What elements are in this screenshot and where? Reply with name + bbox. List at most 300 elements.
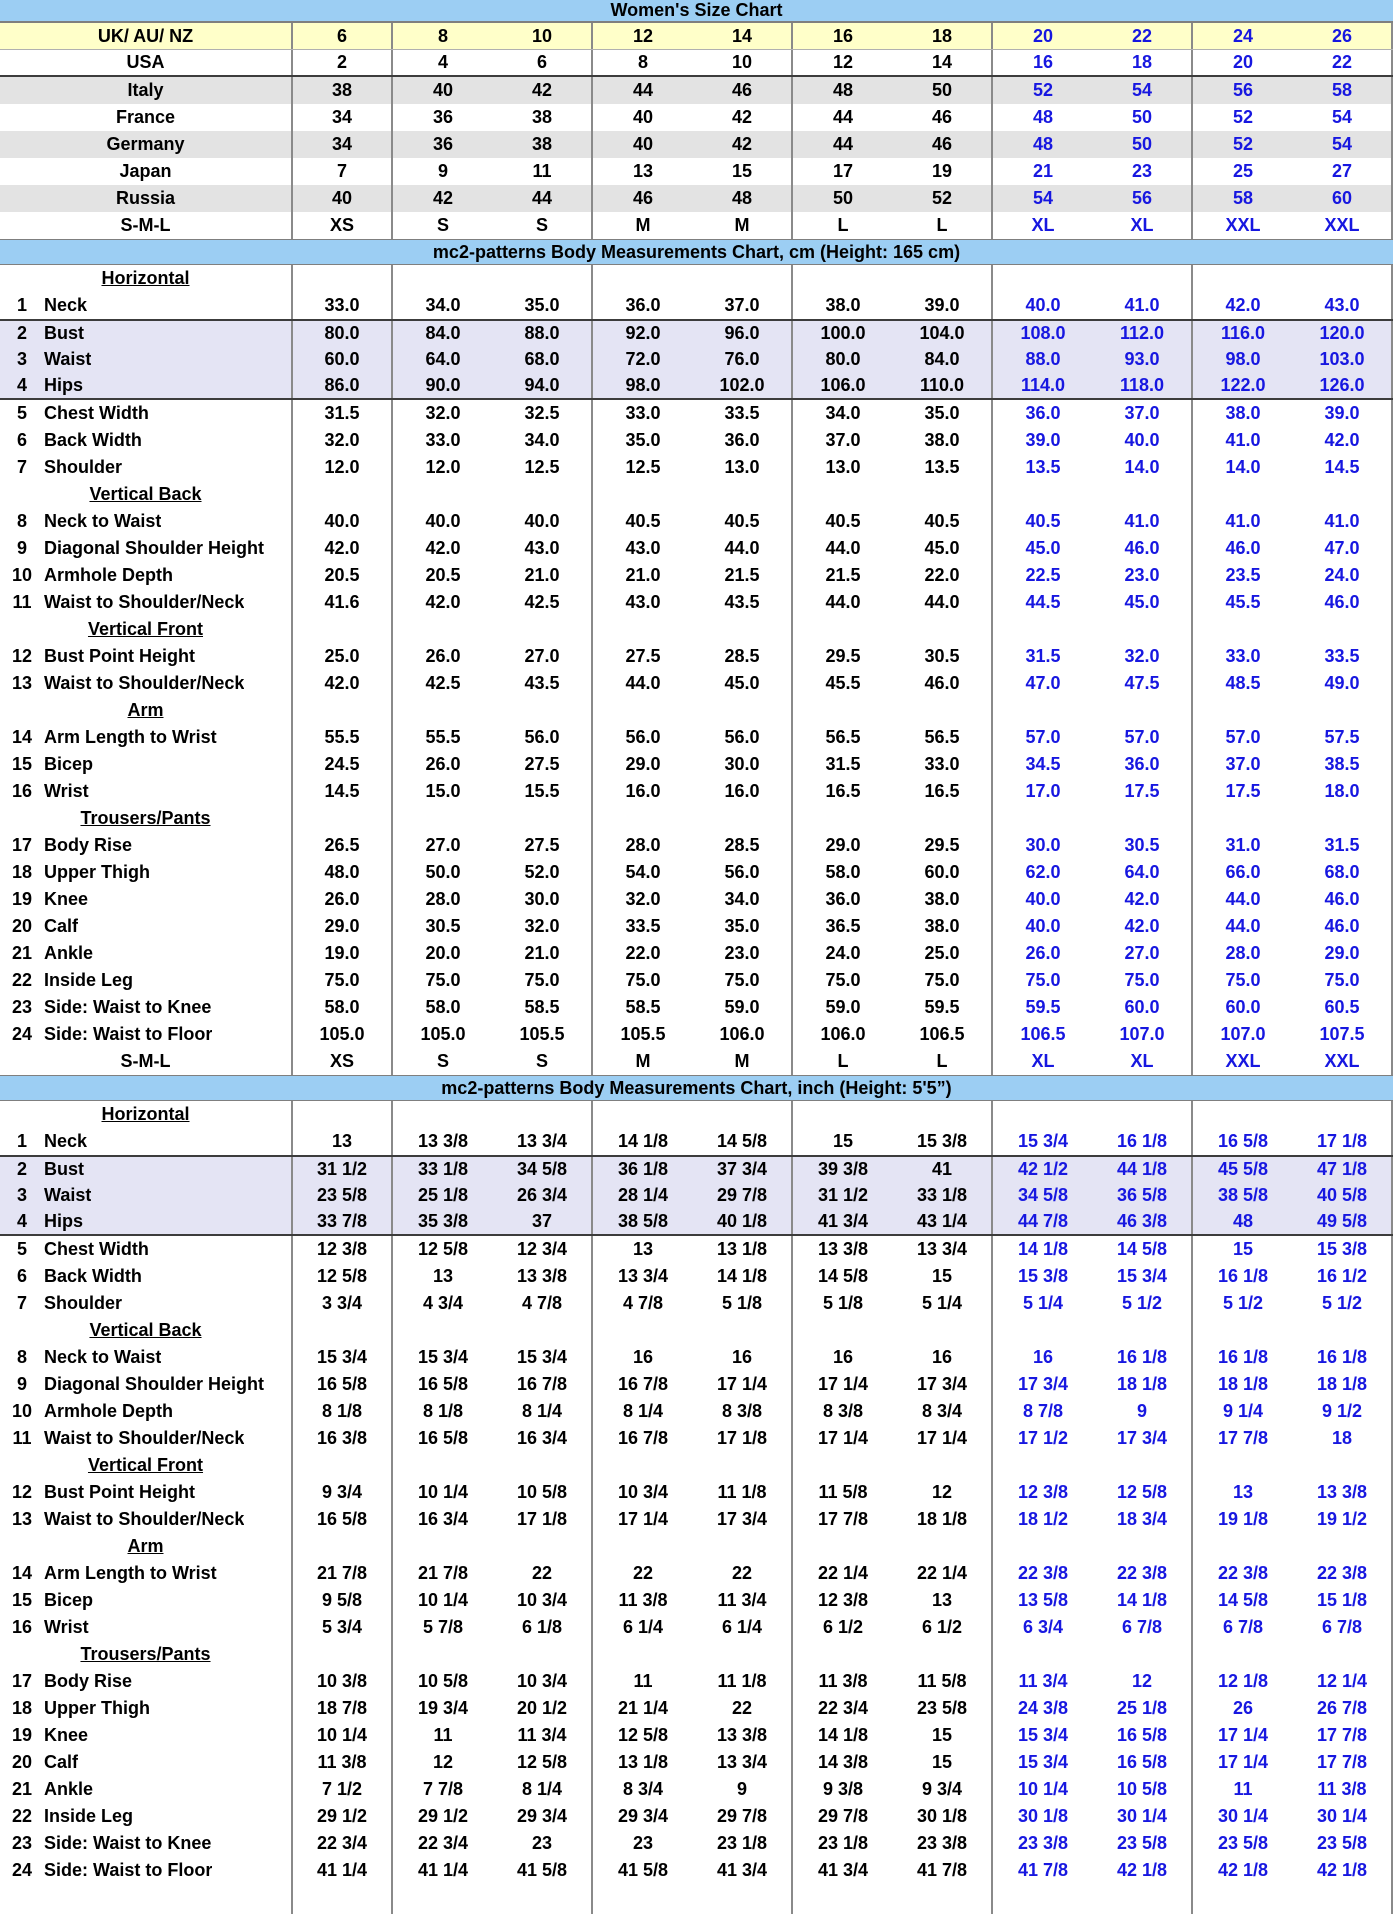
size-cell (693, 1317, 793, 1344)
size-cell: 57.0 (1093, 724, 1193, 751)
row-number: 21 (11, 943, 33, 963)
size-cell: 33.5 (625, 916, 661, 936)
size-cell (293, 1641, 393, 1668)
size-cell: 41 1/4 (293, 1857, 393, 1884)
size-cell: 29 7/8 (693, 1182, 793, 1209)
measurement-label (0, 1371, 293, 1398)
inch-section-header: mc2-patterns Body Measurements Chart, inch (Height: 5'5”) (0, 1075, 1393, 1101)
measurement-row (0, 373, 1393, 400)
label-text: Arm (127, 1536, 164, 1556)
size-cell (1093, 805, 1193, 832)
row-label: Bust (44, 323, 84, 343)
size-cell (693, 1533, 793, 1560)
measurement-row (0, 1587, 1393, 1614)
size-cell: 4 3/4 (422, 1293, 464, 1313)
size-cell: 58.0 (293, 994, 393, 1021)
size-cell: 9 3/4 (893, 1776, 993, 1803)
size-cell: 36 5/8 (1093, 1182, 1193, 1209)
measurement-label (0, 1425, 293, 1452)
size-cell: 5 1/4 (893, 1290, 993, 1317)
size-cell: 17 1/4 (817, 1428, 869, 1448)
size-cell: 44 (832, 134, 854, 154)
size-cell (1193, 805, 1293, 832)
size-cell: 39.0 (1025, 430, 1061, 450)
measurement-label (0, 1776, 293, 1803)
size-cell: 14.0 (1225, 457, 1261, 477)
measurement-row (0, 724, 1393, 751)
size-cell: 5 1/2 (1293, 1290, 1393, 1317)
size-cell: 33 1/8 (417, 1159, 469, 1179)
row-number: 8 (16, 1347, 27, 1367)
size-cell: 40.0 (1025, 916, 1061, 936)
size-cell: 17 3/4 (893, 1371, 993, 1398)
measurement-row (0, 319, 1393, 346)
label-text: UK/ AU/ NZ (97, 25, 194, 46)
size-cell: 14.5 (1293, 454, 1393, 481)
size-cell: 26 3/4 (493, 1182, 593, 1209)
size-cell: S (493, 1048, 593, 1075)
size-cell: 23 (632, 1833, 654, 1853)
size-cell (1193, 481, 1293, 508)
measurement-row (0, 1479, 1393, 1506)
size-cell: 47.0 (1293, 535, 1393, 562)
size-cell: 23.0 (693, 940, 793, 967)
size-cell: 21.0 (625, 565, 661, 585)
size-cell: 45.0 (693, 670, 793, 697)
size-cell: 75.0 (693, 967, 793, 994)
size-cell: 42.0 (1093, 913, 1193, 940)
size-cell: 40 (632, 134, 654, 154)
size-cell: 16.0 (625, 781, 661, 801)
conversion-row (0, 185, 1393, 212)
size-cell: 6 1/8 (493, 1614, 593, 1641)
size-cell: 58.5 (625, 997, 661, 1017)
size-cell: 90.0 (425, 375, 461, 395)
size-cell: 14.5 (293, 778, 393, 805)
row-number: 22 (11, 1806, 33, 1826)
size-cell: XS (293, 212, 393, 239)
size-cell: 16 5/8 (417, 1374, 469, 1394)
size-cell: 14.0 (1093, 454, 1193, 481)
size-cell: 43.0 (625, 592, 661, 612)
size-cell: XL (1031, 1051, 1055, 1071)
size-cell: 38.0 (1225, 403, 1261, 423)
size-cell: 30.0 (693, 751, 793, 778)
size-cell (1093, 1452, 1193, 1479)
size-cell: 10 1/4 (1017, 1779, 1069, 1799)
size-cell: 40.0 (425, 511, 461, 531)
row-number: 15 (11, 1590, 33, 1610)
size-cell (393, 697, 493, 724)
row-number: 20 (11, 916, 33, 936)
measurement-label (0, 1722, 293, 1749)
size-cell: 41 3/4 (817, 1211, 869, 1231)
size-cell: 5 1/8 (693, 1290, 793, 1317)
size-cell: 39 3/8 (817, 1159, 869, 1179)
size-cell (1193, 1101, 1293, 1128)
size-cell (593, 1452, 693, 1479)
size-cell: 6 3/4 (1022, 1617, 1064, 1637)
size-cell: XXL (1225, 215, 1261, 235)
size-cell: 31.5 (825, 754, 861, 774)
size-cell (393, 805, 493, 832)
row-label: Shoulder (44, 1293, 123, 1313)
size-cell: 21.5 (825, 565, 861, 585)
row-number: 18 (11, 862, 33, 882)
group-subheading (0, 697, 293, 724)
page-title: Women's Size Chart (0, 0, 1393, 23)
size-cell: 23 (1093, 158, 1193, 185)
row-label: Inside Leg (44, 970, 134, 990)
size-cell (1093, 1884, 1193, 1914)
empty-grid-row (0, 1884, 1393, 1914)
size-cell: 21 (1032, 161, 1054, 181)
size-cell: L (893, 212, 993, 239)
size-cell: 68.0 (493, 346, 593, 373)
size-cell: 26 (1293, 23, 1393, 49)
size-cell: 84.0 (893, 346, 993, 373)
size-cell: 41 7/8 (893, 1857, 993, 1884)
row-number: 11 (12, 592, 32, 612)
size-cell: 30 1/4 (1093, 1803, 1193, 1830)
size-cell: 42.0 (293, 670, 393, 697)
group-subheading-row (0, 1533, 1393, 1560)
row-number: 7 (16, 1293, 27, 1313)
size-cell: 21.0 (493, 562, 593, 589)
size-cell: 42.0 (1093, 886, 1193, 913)
measurement-row (0, 1263, 1393, 1290)
conversion-row (0, 158, 1393, 185)
size-cell: 15 (693, 158, 793, 185)
size-cell: 17 7/8 (1293, 1749, 1393, 1776)
size-cell: 20 (1032, 25, 1054, 46)
size-cell: 31.0 (1225, 835, 1261, 855)
size-cell: 59.0 (825, 997, 861, 1017)
size-cell (893, 481, 993, 508)
row-label: Upper Thigh (44, 862, 150, 882)
row-label: Inside Leg (44, 1806, 134, 1826)
size-cell: 11 5/8 (818, 1482, 868, 1502)
group-subheading-row (0, 697, 1393, 724)
size-cell: 12 3/4 (493, 1236, 593, 1263)
row-label (0, 50, 293, 75)
size-cell: 21 7/8 (417, 1563, 469, 1583)
size-cell: 16 5/8 (1093, 1722, 1193, 1749)
size-cell: 14 (893, 50, 993, 75)
size-cell: 22.0 (625, 943, 661, 963)
size-cell: XL (1031, 215, 1055, 235)
row-label: Bicep (44, 1590, 94, 1610)
size-cell (893, 265, 993, 292)
measurement-row (0, 292, 1393, 319)
row-label: Side: Waist to Floor (44, 1024, 213, 1044)
size-cell: 6 (493, 50, 593, 75)
size-cell: 122.0 (1220, 375, 1266, 395)
size-cell: 29.5 (893, 832, 993, 859)
row-label: Waist to Shoulder/Neck (44, 1509, 245, 1529)
size-cell: 22.0 (893, 562, 993, 589)
group-subheading (0, 1452, 293, 1479)
size-cell: 18 7/8 (293, 1695, 393, 1722)
size-cell: 27.5 (493, 751, 593, 778)
row-label: Arm Length to Wrist (44, 727, 217, 747)
size-cell (593, 616, 693, 643)
size-cell: 23 5/8 (1093, 1830, 1193, 1857)
size-cell (293, 1101, 393, 1128)
measurement-label (0, 994, 293, 1021)
size-cell: 16 5/8 (1217, 1131, 1269, 1151)
size-cell: 10 5/8 (493, 1479, 593, 1506)
size-cell: 38 5/8 (617, 1211, 669, 1231)
size-cell: 75.0 (293, 967, 393, 994)
size-cell (393, 1317, 493, 1344)
size-cell: 21.5 (693, 562, 793, 589)
size-cell: 17 1/4 (1217, 1725, 1269, 1745)
label-text: Trousers/Pants (80, 808, 211, 828)
size-cell: 3 3/4 (293, 1290, 393, 1317)
size-cell: 47.0 (1025, 673, 1061, 693)
size-cell: 20.5 (425, 565, 461, 585)
size-cell: 16 5/8 (293, 1506, 393, 1533)
size-cell: 17 1/4 (893, 1425, 993, 1452)
measurement-row (0, 1722, 1393, 1749)
row-label: Knee (44, 1725, 89, 1745)
size-cell (793, 1533, 893, 1560)
size-cell: 26.5 (293, 832, 393, 859)
row-label (0, 131, 293, 158)
size-cell: 12 3/8 (293, 1236, 393, 1263)
size-cell: 118.0 (1093, 373, 1193, 398)
row-label: Bust Point Height (44, 646, 195, 666)
size-cell: 11 (493, 158, 593, 185)
measurement-label (0, 589, 293, 616)
size-cell (893, 1101, 993, 1128)
row-number: 8 (16, 511, 27, 531)
size-cell: 46 (632, 188, 654, 208)
size-cell (893, 805, 993, 832)
size-cell (593, 481, 693, 508)
size-cell: 55.5 (293, 724, 393, 751)
size-cell: 46.0 (1293, 589, 1393, 616)
size-cell: 17.5 (1093, 778, 1193, 805)
group-subheading (0, 481, 293, 508)
size-cell: 29.5 (825, 646, 861, 666)
size-cell: 34.0 (693, 886, 793, 913)
size-cell: 9 5/8 (293, 1587, 393, 1614)
size-cell: 46.0 (893, 670, 993, 697)
size-cell (1193, 616, 1293, 643)
size-cell: 16 (693, 1344, 793, 1371)
size-cell: 17 1/4 (693, 1371, 793, 1398)
size-cell: 23 1/8 (693, 1830, 793, 1857)
size-cell: 23 5/8 (893, 1695, 993, 1722)
measurement-row (0, 832, 1393, 859)
size-cell: L (893, 1048, 993, 1075)
size-cell (1093, 1101, 1193, 1128)
measurement-label (0, 1668, 293, 1695)
size-cell (993, 1452, 1093, 1479)
size-cell: 16.5 (893, 778, 993, 805)
size-cell (993, 616, 1093, 643)
row-label: Calf (44, 1752, 79, 1772)
size-cell: 22 3/8 (1093, 1560, 1193, 1587)
label-text: Japan (119, 161, 172, 181)
size-cell: 15 3/8 (893, 1128, 993, 1155)
row-number: 2 (16, 1159, 27, 1179)
size-cell (293, 1452, 393, 1479)
size-cell: 16 3/4 (493, 1425, 593, 1452)
size-cell (293, 481, 393, 508)
size-cell: 11 (1233, 1779, 1253, 1799)
size-cell (493, 697, 593, 724)
row-label: Side: Waist to Floor (44, 1860, 213, 1880)
size-cell (1093, 1533, 1193, 1560)
size-cell: 64.0 (425, 349, 461, 369)
size-cell: 22 (632, 1563, 654, 1583)
size-cell: 44.0 (1225, 916, 1261, 936)
size-cell: 39.0 (893, 292, 993, 319)
size-cell: 5 1/8 (822, 1293, 864, 1313)
size-cell: 44.0 (825, 592, 861, 612)
size-cell: 18 3/4 (1093, 1506, 1193, 1533)
measurement-label (0, 913, 293, 940)
size-cell: 60 (1293, 185, 1393, 212)
measurement-label (0, 1749, 293, 1776)
measurement-label (0, 940, 293, 967)
size-cell: 22 1/4 (817, 1563, 869, 1583)
size-cell (293, 265, 393, 292)
size-cell: 15 3/4 (1017, 1131, 1069, 1151)
size-cell: 52 (1232, 134, 1254, 154)
size-cell: 18 1/8 (1293, 1371, 1393, 1398)
row-number: 12 (11, 1482, 33, 1502)
measurement-label (0, 751, 293, 778)
measurement-label (0, 1560, 293, 1587)
size-cell: 48.0 (293, 859, 393, 886)
measurement-row (0, 1668, 1393, 1695)
size-cell: 120.0 (1293, 321, 1393, 346)
size-cell: 15 3/4 (1017, 1725, 1069, 1745)
measurement-row (0, 940, 1393, 967)
group-subheading (0, 1101, 293, 1128)
size-cell: 15 3/4 (1017, 1752, 1069, 1772)
size-cell (493, 1101, 593, 1128)
conversion-row (0, 212, 1393, 239)
size-cell: 55.5 (425, 727, 461, 747)
size-cell: 2 (293, 50, 393, 75)
size-cell: 33.0 (425, 430, 461, 450)
size-cell: 18 1/8 (1217, 1374, 1269, 1394)
size-cell: 16 1/8 (1093, 1128, 1193, 1155)
size-cell: 22 3/8 (1017, 1563, 1069, 1583)
group-subheading-row (0, 1641, 1393, 1668)
size-cell: 59.0 (693, 994, 793, 1021)
size-cell: 8 3/4 (893, 1398, 993, 1425)
size-cell: 13.0 (693, 454, 793, 481)
size-cell (793, 1317, 893, 1344)
size-cell: 40.5 (825, 511, 861, 531)
size-cell: 14 1/8 (617, 1131, 669, 1151)
measurement-label (0, 832, 293, 859)
size-cell: 56.5 (825, 727, 861, 747)
size-cell: 14 5/8 (1217, 1590, 1269, 1610)
row-number: 13 (11, 673, 33, 693)
size-cell: 45.5 (1225, 592, 1261, 612)
measurement-row (0, 1236, 1393, 1263)
size-cell: 58 (1232, 188, 1254, 208)
size-cell: 16 1/8 (1217, 1266, 1269, 1286)
size-cell: 10 3/4 (617, 1482, 669, 1502)
measurement-label (0, 1830, 293, 1857)
size-cell: 22.5 (1025, 565, 1061, 585)
size-cell: 12 5/8 (493, 1749, 593, 1776)
size-cell: 13 3/8 (693, 1722, 793, 1749)
size-cell: 12 3/8 (1017, 1482, 1069, 1502)
size-cell: 17.0 (1025, 781, 1061, 801)
size-cell (1293, 265, 1393, 292)
size-cell (993, 1641, 1093, 1668)
size-cell (493, 1884, 593, 1914)
size-cell: 14 1/8 (817, 1725, 869, 1745)
row-label: Waist to Shoulder/Neck (44, 673, 245, 693)
size-cell: 28.0 (425, 889, 461, 909)
size-cell: 26 (1232, 1698, 1254, 1718)
group-subheading-row (0, 1452, 1393, 1479)
measurement-label (0, 346, 293, 373)
size-cell: 43.0 (1293, 292, 1393, 319)
size-cell: 46 (893, 131, 993, 158)
size-cell (1093, 1317, 1193, 1344)
measurement-row (0, 913, 1393, 940)
size-cell: 29.0 (625, 754, 661, 774)
size-cell: 59.5 (893, 994, 993, 1021)
size-cell: 37 3/4 (693, 1157, 793, 1182)
size-cell: 13 (632, 161, 654, 181)
size-cell (1193, 1317, 1293, 1344)
size-cell: 45.0 (1093, 589, 1193, 616)
size-cell: 13 (893, 1587, 993, 1614)
size-cell: 27.5 (493, 832, 593, 859)
size-cell (1193, 1641, 1293, 1668)
size-cell: 14 1/8 (693, 1263, 793, 1290)
cm-measurements-table (0, 265, 1393, 1075)
row-number: 13 (11, 1509, 33, 1529)
size-cell (893, 697, 993, 724)
row-label: Body Rise (44, 1671, 133, 1691)
measurement-row (0, 1776, 1393, 1803)
size-cell: 54 (1093, 77, 1193, 104)
size-cell: 93.0 (1093, 346, 1193, 373)
size-cell: 24.0 (825, 943, 861, 963)
size-cell: M (693, 1048, 793, 1075)
size-cell: 34 5/8 (1017, 1185, 1069, 1205)
size-cell: 37.0 (1093, 400, 1193, 427)
size-cell: 80.0 (293, 321, 393, 346)
row-label: Hips (44, 1211, 84, 1231)
size-cell: 41.0 (1293, 508, 1393, 535)
size-cell: 52 (1232, 107, 1254, 127)
size-cell: 23 3/8 (893, 1830, 993, 1857)
size-cell: 31 1/2 (817, 1185, 869, 1205)
table-footer-gridlines (0, 1884, 1393, 1914)
size-cell (993, 265, 1093, 292)
size-cell: 100.0 (820, 323, 866, 343)
size-cell: 126.0 (1293, 373, 1393, 398)
row-label (0, 77, 293, 104)
row-label (0, 212, 293, 239)
size-cell: 48 (1032, 107, 1054, 127)
size-cell: M (635, 215, 651, 235)
